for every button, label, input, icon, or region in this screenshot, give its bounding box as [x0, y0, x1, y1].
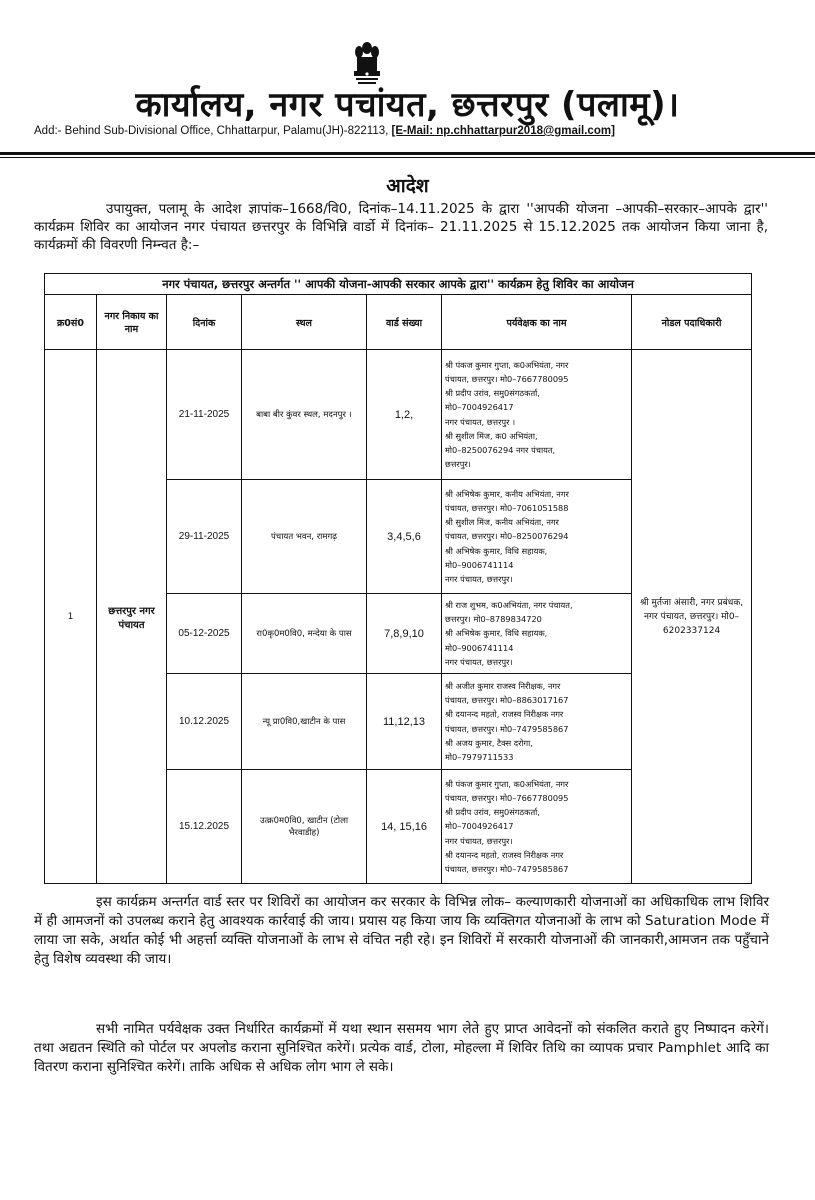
supervisor-line: पंचायत, छत्तरपुर। मो0–7061051588	[445, 502, 569, 513]
body-name-cell: छत्तरपुर नगर पंचायत	[97, 350, 167, 884]
supervisor-line: पंचायत, छत्तरपुर। मो0–8863017167	[445, 695, 569, 706]
supervisor-cell	[442, 480, 632, 594]
venue-cell: बाबा बीर कुंवर स्थल, मदनपुर ।	[242, 350, 367, 480]
supervisor-line: श्री पंकज कुमार गुप्ता, क0अभियंता, नगर	[445, 359, 569, 370]
supervisor-line: मो0–7004926417	[445, 402, 514, 413]
table-row	[45, 350, 752, 480]
instruction-paragraph-2	[34, 1020, 769, 1077]
header-body: नगर निकाय का नाम	[97, 295, 167, 350]
supervisor-line: मो0–7004926417	[445, 821, 514, 832]
supervisor-cell	[442, 350, 632, 480]
supervisor-line: पंचायत, छत्तरपुर। मो0–7667780095	[445, 792, 569, 803]
paragraph-1-text: इस कार्यक्रम अन्तर्गत वार्ड स्तर पर शिविरों का आयोजन कर सरकार के विभिन्न लोक– कल्याणकारी योजनाओं का अधिकाधिक लाभ शिविर में ही आमजनों को उपलब्ध कराने हेतु आवश्यक कार्रवाई की जाय। प्रयास यह किया जाय कि व्यक्तिगत योजनाओं के लाभ को Saturation Mode में लाया जा सके, अर्थात कोई भी अहर्त्ता व्यक्ति योजनाओं के लाभ से वंचित नही रहे। इन शिविरों में सरकारी योजनाओं की जानकारी,आमजन तक पहुँचाने हेतु विशेष व्यवस्था की जाय।	[34, 894, 769, 967]
supervisor-line: श्री अजीत कुमार राजस्व निरीक्षक, नगर	[445, 680, 561, 691]
supervisor-line: छत्तरपुर। मो0–8789834720	[445, 614, 542, 625]
ward-cell: 7,8,9,10	[367, 594, 442, 674]
ward-cell: 1,2,	[367, 350, 442, 480]
supervisor-line: श्री अभिषेक कुमार, विधि सहायक,	[445, 545, 548, 556]
header-divider-thick	[0, 152, 815, 155]
supervisor-line: पंचायत, छत्तरपुर। मो0–7479585867	[445, 723, 569, 734]
supervisor-cell	[442, 674, 632, 770]
nodal-officer-cell: श्री मुर्तजा अंसारी, नगर प्रबंधक, नगर पंचायत, छत्तरपुर। मो0–6202337124	[632, 350, 752, 884]
supervisor-line: नगर पंचायत, छत्तरपुर।	[445, 656, 513, 667]
date-cell: 05-12-2025	[167, 594, 242, 674]
schedule-table	[44, 273, 752, 884]
instruction-paragraph-1	[34, 893, 769, 969]
supervisor-cell	[442, 770, 632, 884]
supervisor-line: नगर पंचायत, छत्तरपुर ।	[445, 416, 516, 427]
date-cell: 15.12.2025	[167, 770, 242, 884]
paragraph-2-text: सभी नामित पर्यवेक्षक उक्त निर्धारित कार्यक्रमों में यथा स्थान ससमय भाग लेते हुए प्राप्त आवेदनों को संकलित कराते हुए निष्पादन करेगें। तथा अद्यतन स्थिति को पोर्टल पर अपलोड कराना सुनिश्चित करेगें। प्रत्येक वार्ड, टोला, मोहल्ला में शिविर तिथि का व्यापक प्रचार Pamphlet आदि का वितरण कराना सुनिश्चित करेगें। ताकि अधिक से अधिक लोग भाग ले सके।	[34, 1021, 769, 1075]
venue-cell: न्यू प्रा0वि0,खाटीन के पास	[242, 674, 367, 770]
order-heading: आदेश	[386, 175, 429, 197]
ward-cell: 3,4,5,6	[367, 480, 442, 594]
header-date: दिनांक	[167, 295, 242, 350]
address-text: Add:- Behind Sub-Divisional Office, Chhattarpur, Palamu(JH)-822113,	[34, 125, 389, 137]
venue-cell: उत्क्र0म0वि0, खाटीन (टोला भैरवाडीह)	[242, 770, 367, 884]
supervisor-line: मो0–9006741114	[445, 559, 514, 570]
supervisor-line: श्री अभिषेक कुमार, कनीय अभियंता, नगर	[445, 488, 569, 499]
supervisor-line: नगर पंचायत, छत्तरपुर।	[445, 835, 513, 846]
supervisor-line: मो0–9006741114	[445, 642, 514, 653]
header-venue: स्थल	[242, 295, 367, 350]
venue-cell: पंचायत भवन, रामगढ़	[242, 480, 367, 594]
date-cell: 29-11-2025	[167, 480, 242, 594]
order-intro	[34, 200, 768, 254]
supervisor-line: श्री सुशील मिंज, क0 अभियंता,	[445, 430, 538, 441]
supervisor-line: श्री राज शुभम, क0अभियंता, नगर पंचायत,	[445, 599, 573, 610]
intro-text: उपायुक्त, पलामू के आदेश ज्ञापांक–1668/वि0, दिनांक–14.11.2025 के द्वारा ''आपकी योजना –आपकी–सरकार–आपके द्वार'' कार्यक्रम शिविर का आयोजन नगर पंचायत छत्तरपुर के विभिन्नि वार्डो में दिनांक– 21.11.2025 से 15.12.2025 तक आयोजन किया जाना है, कार्यक्रमों की विवरणी निम्न्वत है:–	[34, 201, 768, 253]
office-title: कार्यालय, नगर पचांयत, छत्तरपुर (पलामू)।	[135, 85, 680, 125]
supervisor-line: श्री अजय कुमार, टैक्स दरोगा,	[445, 737, 533, 748]
supervisor-line: छत्तरपुर।	[445, 459, 471, 470]
supervisor-line: पंचायत, छत्तरपुर। मो0–8250076294	[445, 531, 569, 542]
header-ward: वार्ड संख्या	[367, 295, 442, 350]
supervisor-line: श्री पंकज कुमार गुप्ता, क0अभियंता, नगर	[445, 778, 569, 789]
header-serial: क्र0सं0	[45, 295, 97, 350]
venue-cell: रा0कृ0म0वि0, मन्देया के पास	[242, 594, 367, 674]
serial-cell: 1	[45, 350, 97, 884]
supervisor-line: श्री सुशील मिंज, कनीय अभियंता, नगर	[445, 517, 559, 528]
supervisor-line: श्री दयानन्द महतो, राजस्व निरीक्षक नगर	[445, 849, 564, 860]
header-supervisor: पर्यवेक्षक का नाम	[442, 295, 632, 350]
table-caption: नगर पंचायत, छत्तरपुर अन्तर्गत '' आपकी योजना-आपकी सरकार आपके द्वारा'' कार्यक्रम हेतु शिविर का आयोजन	[45, 274, 752, 295]
table-header-row	[45, 295, 752, 350]
supervisor-line: श्री अभिषेक कुमार, विधि सहायक,	[445, 628, 548, 639]
supervisor-line: पंचायत, छत्तरपुर। मो0–7667780095	[445, 373, 569, 384]
supervisor-line: श्री प्रदीप उरांव, समु0संगठकर्ता,	[445, 388, 540, 399]
date-cell: 10.12.2025	[167, 674, 242, 770]
supervisor-line: मो0–7979711533	[445, 751, 514, 762]
supervisor-line: श्री दयानन्द महतो, राजस्व निरीक्षक नगर	[445, 709, 564, 720]
supervisor-cell	[442, 594, 632, 674]
supervisor-line: श्री प्रदीप उरांव, समु0संगठकर्ता,	[445, 807, 540, 818]
ward-cell: 14, 15,16	[367, 770, 442, 884]
header-divider-thin	[0, 157, 815, 158]
supervisor-line: मो0–8250076294 नगर पंचायत,	[445, 444, 556, 455]
office-address	[34, 125, 794, 137]
supervisor-line: नगर पंचायत, छत्तरपुर।	[445, 574, 513, 584]
date-cell: 21-11-2025	[167, 350, 242, 480]
ward-cell: 11,12,13	[367, 674, 442, 770]
email-link[interactable]: [E-Mail: np.chhattarpur2018@gmail.com]	[391, 125, 615, 137]
supervisor-line: पंचायत, छत्तरपुर। मो0–7479585867	[445, 864, 569, 874]
header-nodal: नोडल पदाधिकारी	[632, 295, 752, 350]
